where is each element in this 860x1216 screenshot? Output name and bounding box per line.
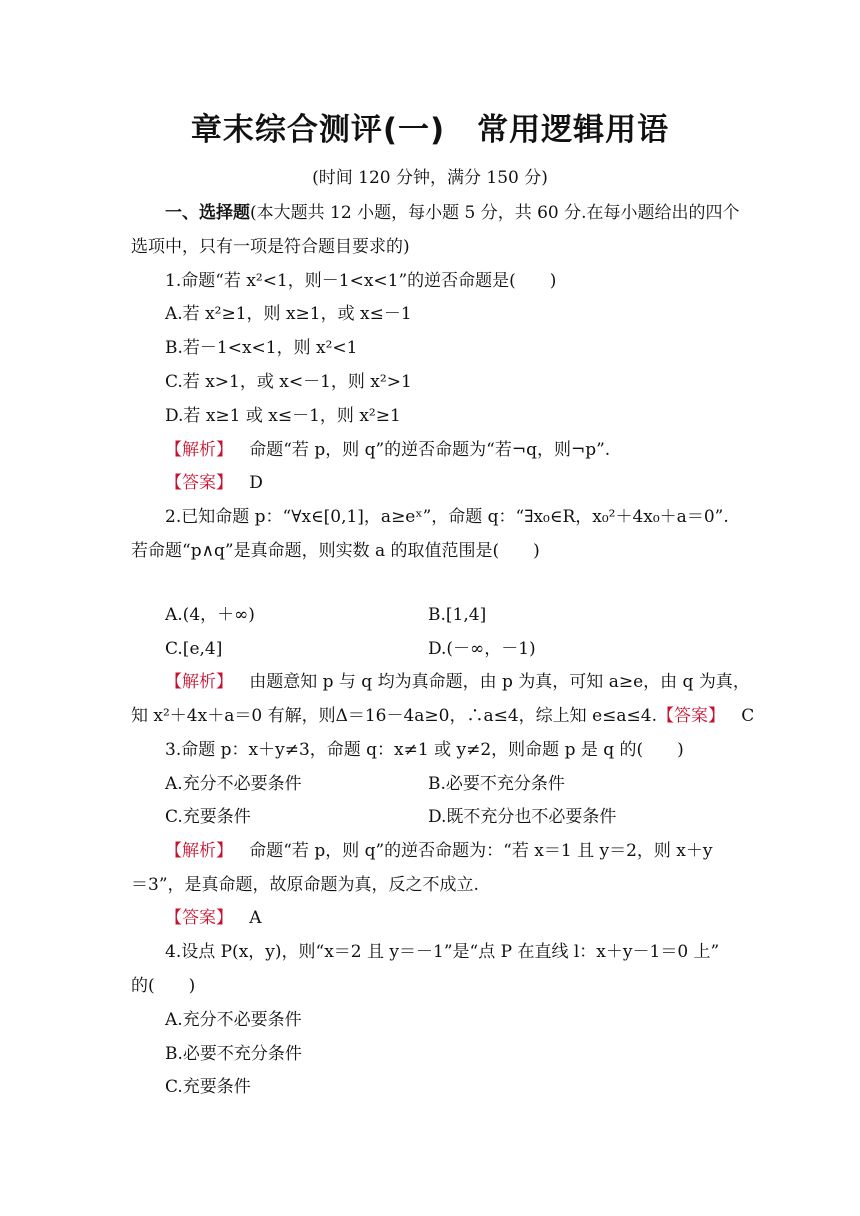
q1-answer-value: D bbox=[249, 473, 263, 493]
section-description-cont: 选项中，只有一项是符合题目要求的) bbox=[131, 237, 410, 257]
q2-answer-value: C bbox=[741, 706, 755, 726]
q3-option-d: D.既不充分也不必要条件 bbox=[428, 807, 617, 827]
q2-analysis-text-cont: 知 x²＋4x＋a＝0 有解，则Δ＝16－4a≥0，∴a≤4，综上知 e≤a≤4. bbox=[131, 706, 657, 726]
analysis-tag: 【解析】 bbox=[165, 440, 233, 460]
q4-option-c: C.充要条件 bbox=[165, 1077, 251, 1097]
answer-tag: 【答案】 bbox=[165, 473, 233, 493]
q2-analysis bbox=[165, 671, 750, 693]
q4-option-b: B.必要不充分条件 bbox=[165, 1044, 302, 1064]
q3-analysis-text: 命题“若 p，则 q”的逆否命题为：“若 x＝1 且 y＝2，则 x＋y bbox=[249, 841, 713, 861]
q3-stem: 3.命题 p：x＋y≠3，命题 q：x≠1 或 y≠2，则命题 p 是 q 的( ) bbox=[165, 740, 684, 760]
q1-stem: 1.命题“若 x²<1，则－1<x<1”的逆否命题是( ) bbox=[165, 271, 557, 291]
answer-tag: 【答案】 bbox=[165, 908, 233, 928]
q4-stem: 4.设点 P(x，y)，则“x＝2 且 y＝－1”是“点 P 在直线 l：x＋y－1＝0 上” bbox=[165, 942, 720, 962]
page-subtitle: (时间 120 分钟，满分 150 分) bbox=[312, 168, 548, 188]
q3-analysis-cont: ＝3”，是真命题，故原命题为真，反之不成立. bbox=[131, 875, 479, 895]
q1-option-c: C.若 x>1，或 x<－1，则 x²>1 bbox=[165, 372, 412, 392]
q3-option-c: C.充要条件 bbox=[165, 807, 251, 827]
q3-option-b: B.必要不充分条件 bbox=[428, 774, 565, 794]
q4-option-a: A.充分不必要条件 bbox=[165, 1010, 302, 1030]
section-description: (本大题共 12 小题，每小题 5 分，共 60 分.在每小题给出的四个 bbox=[250, 203, 740, 223]
analysis-tag: 【解析】 bbox=[165, 672, 233, 692]
q1-option-a: A.若 x²≥1，则 x≥1，或 x≤－1 bbox=[165, 304, 412, 324]
q2-stem: 2.已知命题 p：“∀x∈[0,1]，a≥eˣ”，命题 q：“∃x₀∈R，x₀²＋4x₀＋a＝0”. bbox=[165, 507, 729, 527]
q3-analysis bbox=[165, 840, 713, 862]
q3-option-a: A.充分不必要条件 bbox=[165, 774, 302, 794]
q1-analysis bbox=[165, 439, 610, 461]
q2-analysis-text: 由题意知 p 与 q 均为真命题，由 p 为真，可知 a≥e，由 q 为真， bbox=[249, 672, 750, 692]
q1-answer bbox=[165, 472, 263, 494]
analysis-tag: 【解析】 bbox=[165, 841, 233, 861]
q2-stem-cont: 若命题“p∧q”是真命题，则实数 a 的取值范围是( ) bbox=[131, 541, 540, 561]
q2-option-d: D.(－∞，－1) bbox=[428, 639, 536, 659]
q3-answer bbox=[165, 907, 262, 929]
q2-analysis-cont bbox=[131, 705, 754, 727]
q1-option-b: B.若－1<x<1，则 x²<1 bbox=[165, 338, 358, 358]
q4-stem-cont: 的( ) bbox=[131, 976, 196, 996]
q2-option-b: B.[1,4] bbox=[428, 605, 487, 625]
section-intro bbox=[165, 202, 740, 224]
q2-option-c: C.[e,4] bbox=[165, 639, 223, 659]
q3-answer-value: A bbox=[249, 908, 262, 928]
page-title: 章末综合测评(一) 常用逻辑用语 bbox=[190, 112, 670, 148]
q1-analysis-text: 命题“若 p，则 q”的逆否命题为“若¬q，则¬p”. bbox=[249, 440, 611, 460]
section-heading: 一、选择题 bbox=[165, 203, 250, 223]
q1-option-d: D.若 x≥1 或 x≤－1，则 x²≥1 bbox=[165, 406, 401, 426]
q2-option-a: A.(4，＋∞) bbox=[165, 605, 255, 625]
answer-tag: 【答案】 bbox=[657, 706, 725, 726]
